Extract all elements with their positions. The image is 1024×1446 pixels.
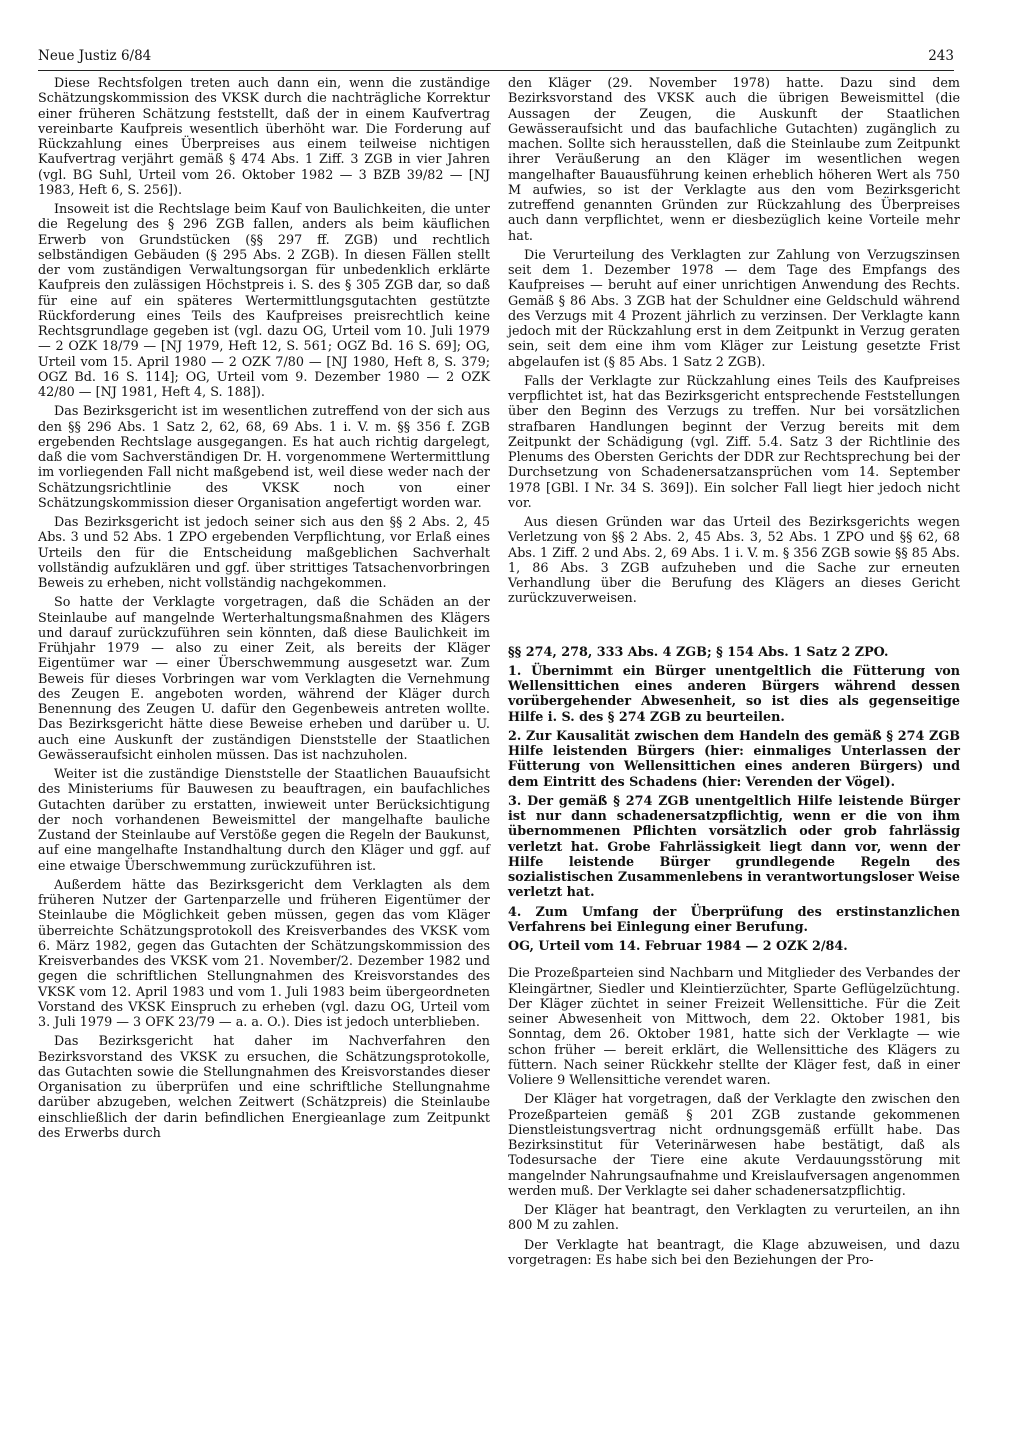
left-column <box>38 76 490 1145</box>
journal-title: Neue Justiz 6/84 <box>38 48 152 64</box>
right-column <box>508 76 960 1272</box>
paragraph: Falls der Verklagte zur Rückzahlung eines Teils des Kaufpreises verpflichtet ist, hat das Bezirksgericht entsprechende Feststellungen über den Beginn des Verzugs zu treffen. Nur bei vorsätzlichen strafbaren Handlungen beginnt der Verzug bereits mit dem Zeitpunkt der Schädigung (vgl. Ziff. 5.4. Satz 3 der Richtlinie des Plenums des Obersten Gerichts der DDR zur Rechtsprechung bei der Durchsetzung von Schadenersatzansprüchen vom 14. September 1978 [GBl. I Nr. 34 S. 369]). Ein solcher Fall liegt hier jedoch nicht vor. <box>508 373 960 511</box>
statute-citation: §§ 274, 278, 333 Abs. 4 ZGB; § 154 Abs. 1 Satz 2 ZPO. <box>508 644 889 660</box>
paragraph: Der Kläger hat vorgetragen, daß der Verklagte den zwischen den Prozeßparteien gemäß § 201 ZGB zustande gekommenen Dienstleistungsvertrag nicht ordnungsgemäß erfüllt habe. Das Bezirksinstitut für Veterinärwesen habe bestätigt, daß als Todesursache der Tiere eine akute Verdauungsstörung mit mangelnder Nahrungsaufnahme und Kreislaufversagen angenommen werden muß. Der Verklagte sei daher schadenersatzpflichtig. <box>508 1092 960 1199</box>
court-reference: OG, Urteil vom 14. Februar 1984 — 2 OZK 2/84. <box>508 939 848 954</box>
headnote: 4. Zum Umfang der Überprüfung des erstinstanzlichen Verfahrens bei Einlegung einer Berufung. <box>508 904 960 935</box>
header-rule <box>38 70 954 71</box>
decision-block <box>508 645 960 955</box>
paragraph: So hatte der Verklagte vorgetragen, daß die Schäden an der Steinlaube auf mangelnde Werterhaltungsmaßnahmen des Klägers und darauf zurückzuführen sein könnten, daß diese Baulichkeit im Frühjahr 1979 — also zu einer Zeit, als bereits der Kläger Eigentümer war — einer Überschwemmung ausgesetzt war. Zum Beweis für dieses Vorbringen war vom Verklagten die Vernehmung des Zeugen E. angeboten worden, während der Kläger durch Benennung des Zeugen U. dafür den Gegenbeweis antreten wollte. Das Bezirksgericht hätte diese Beweise erheben und darüber u. U. auch eine Auskunft der zuständigen Dienststelle der Staatlichen Gewässeraufsicht einholen müssen. Das ist nachzuholen. <box>38 595 490 763</box>
headnote: 1. Übernimmt ein Bürger unentgeltlich die Fütterung von Wellensittichen eines anderen Bürgers während dessen vorübergehender Abwesenheit, so ist dies als gegenseitige Hilfe i. S. des § 274 ZGB zu beurteilen. <box>508 663 960 725</box>
paragraph: Insoweit ist die Rechtslage beim Kauf von Baulichkeiten, die unter die Regelung des § 296 ZGB fallen, anders als beim käuflichen Erwerb von Grundstücken (§§ 297 ff. ZGB) und rechtlich selbständigen Gebäuden (§ 295 Abs. 2 ZGB). In diesen Fällen stellt der vom zuständigen Verwaltungsorgan für unbedenklich erklärte Kaufpreis den zulässigen Höchstpreis i. S. des § 305 ZGB dar, so daß für eine auf ein späteres Wertermittlungsgutachten gestützte Rückforderung eines Teils des Kaufpreises preisrechtlich keine Rechtsgrundlage gegeben ist (vgl. dazu OG, Urteil vom 10. Juli 1979 — 2 OZK 18/79 — [NJ 1979, Heft 12, S. 561; OGZ Bd. 16 S. 69]; OG, Urteil vom 15. April 1980 — 2 OZK 7/80 — [NJ 1980, Heft 8, S. 379; OGZ Bd. 16 S. 114]; OG, Urteil vom 9. Dezember 1980 — 2 OZK 42/80 — [NJ 1981, Heft 4, S. 188]). <box>38 202 490 400</box>
paragraph: Der Kläger hat beantragt, den Verklagten zu verurteilen, an ihn 800 M zu zahlen. <box>508 1203 960 1234</box>
headnote: 3. Der gemäß § 274 ZGB unentgeltlich Hilfe leistende Bürger ist nur dann schadenersatzpflichtig, wenn er die von ihm übernommenen Pflichten vorsätzlich oder grob fahrlässig verletzt hat. Grobe Fahrlässigkeit liegt dann vor, wenn der Hilfe leistende Bürger grundlegende Regeln des sozialistischen Zusammenlebens in verantwortungsloser Weise verletzt hat. <box>508 793 960 901</box>
paragraph: den Kläger (29. November 1978) hatte. Dazu sind dem Bezirksvorstand des VKSK auch die übrigen Beweismittel (die Aussagen der Zeugen, die Auskunft der Staatlichen Gewässeraufsicht und das baufachliche Gutachten) zugänglich zu machen. Sollte sich herausstellen, daß die Steinlaube zum Zeitpunkt ihrer Veräußerung an den Kläger im wesentlichen wegen mangelhafter Bauausführung keinen erheblich höheren Wert als 750 M aufwies, so ist der Verklagte aus den vom Bezirksgericht zutreffend genannten Gründen zur Rückzahlung des Überpreises auch dann verpflichtet, wenn er diesbezüglich keine Vorteile mehr hat. <box>508 76 960 244</box>
page-number: 243 <box>928 48 954 64</box>
paragraph: Das Bezirksgericht ist jedoch seiner sich aus den §§ 2 Abs. 2, 45 Abs. 3 und 52 Abs. 1 ZPO ergebenden Verpflichtung, vor Erlaß eines Urteils den für die Entscheidung maßgeblichen Sachverhalt vollständig aufzuklären und ggf. über strittiges Tatsachenvorbringen Beweis zu erheben, nicht vollständig nachgekommen. <box>38 515 490 591</box>
paragraph: Das Bezirksgericht hat daher im Nachverfahren den Bezirksvorstand des VKSK zu ersuchen, die Schätzungsprotokolle, das Gutachten sowie die Stellungnahmen des Kreisvorstandes dieser Organisation zu überprüfen und eine schriftliche Stellungnahme darüber abzugeben, welchen Zeitwert (Schätzpreis) die Steinlaube einschließlich der darin befindlichen Energieanlage zum Zeitpunkt des Erwerbs durch <box>38 1034 490 1141</box>
headnote: 2. Zur Kausalität zwischen dem Handeln des gemäß § 274 ZGB Hilfe leistenden Bürgers (hier: einmaliges Unterlassen der Fütterung von Wellensittichen eines anderen Bürgers) und dem Eintritt des Schadens (hier: Verenden der Vögel). <box>508 728 960 790</box>
paragraph: Diese Rechtsfolgen treten auch dann ein, wenn die zuständige Schätzungskommission des VKSK durch die nachträgliche Korrektur einer früheren Schätzung feststellt, daß der in einem Kaufvertrag vereinbarte Kaufpreis wesentlich überhöht war. Die Forderung auf Rückzahlung eines Überpreises aus einem teilweise nichtigen Kaufvertrag verjährt gemäß § 474 Abs. 1 Ziff. 3 ZGB in vier Jahren (vgl. BG Suhl, Urteil vom 26. Oktober 1982 — 3 BZB 39/82 — [NJ 1983, Heft 6, S. 256]). <box>38 76 490 198</box>
paragraph: Aus diesen Gründen war das Urteil des Bezirksgerichts wegen Verletzung von §§ 2 Abs. 2, 45 Abs. 3, 52 Abs. 1 ZPO und §§ 62, 68 Abs. 1 Ziff. 2 und Abs. 2, 69 Abs. 1 i. V. m. § 356 ZGB sowie §§ 85 Abs. 1, 86 Abs. 3 ZGB aufzuheben und die Sache zur erneuten Verhandlung über die Berufung des Klägers an dieses Gericht zurückzuverweisen. <box>508 515 960 607</box>
paragraph: Weiter ist die zuständige Dienststelle der Staatlichen Bauaufsicht des Ministeriums für Bauwesen zu beauftragen, ein baufachliches Gutachten darüber zu erstatten, inwieweit unter Berücksichtigung der noch vorhandenen Beweismittel der mangelhafte bauliche Zustand der Steinlaube auf Verstöße gegen die Regeln der Baukunst, auf eine mangelhafte Instandhaltung durch den Kläger und ggf. auf eine etwaige Überschwemmung zurückzuführen ist. <box>38 767 490 874</box>
paragraph: Außerdem hätte das Bezirksgericht dem Verklagten als dem früheren Nutzer der Gartenparzelle und früheren Eigentümer der Steinlaube die Möglichkeit geben müssen, gegen das vom Kläger überreichte Schätzungsprotokoll des Kreisverbandes des VKSK vom 6. März 1982, gegen das Gutachten der Schätzungskommission des Kreisverbandes des VKSK vom 21. November/2. Dezember 1982 und gegen die schriftlichen Stellungnahmen des Kreisvorstandes des VKSK vom 12. April 1983 und vom 1. Juli 1983 beim übergeordneten Vorstand des VKSK Einspruch zu erheben (vgl. dazu OG, Urteil vom 3. Juli 1979 — 3 OFK 23/79 — a. a. O.). Dies ist jedoch unterblieben. <box>38 877 490 1030</box>
running-header <box>38 48 954 68</box>
section-gap <box>508 958 960 966</box>
paragraph: Der Verklagte hat beantragt, die Klage abzuweisen, und dazu vorgetragen: Es habe sich bei den Beziehungen der Pro- <box>508 1237 960 1268</box>
paragraph: Die Verurteilung des Verklagten zur Zahlung von Verzugszinsen seit dem 1. Dezember 1978 — dem Tage des Empfangs des Kaufpreises — beruht auf einer unrichtigen Anwendung des Rechts. Gemäß § 86 Abs. 3 ZGB hat der Schuldner eine Geldschuld während des Verzugs mit 4 Prozent jährlich zu verzinsen. Der Verklagte kann jedoch mit der Rückzahlung erst in dem Zeitpunkt in Verzug geraten sein, seit dem eine ihm vom Kläger zur Leistung gesetzte Frist abgelaufen ist (§ 85 Abs. 1 Satz 2 ZGB). <box>508 247 960 370</box>
paragraph: Das Bezirksgericht ist im wesentlichen zutreffend von der sich aus den §§ 296 Abs. 1 Satz 2, 62, 68, 69 Abs. 1 i. V. m. §§ 356 f. ZGB ergebenden Rechtslage ausgegangen. Es hat auch richtig dargelegt, daß die vom Sachverständigen Dr. H. vorgenommene Wertermittlung im vorliegenden Fall nicht maßgebend ist, weil diese weder nach der Schätzungsrichtlinie des VKSK noch von einer Schätzungskommission dieser Organisation angefertigt worden war. <box>38 404 490 511</box>
paragraph: Die Prozeßparteien sind Nachbarn und Mitglieder des Verbandes der Kleingärtner, Siedler und Kleintierzüchter, Sparte Geflügelzüchtung. Der Kläger züchtet in seiner Freizeit Wellensittiche. Für die Zeit seiner Abwesenheit von Mittwoch, dem 22. Oktober 1981, bis Sonntag, dem 26. Oktober 1981, hatte sich der Verklagte — wie schon früher — bereit erklärt, die Wellensittiche des Klägers zu füttern. Nach seiner Rückkehr stellte der Kläger fest, daß in einer Voliere 9 Wellensittiche verendet waren. <box>508 966 960 1088</box>
